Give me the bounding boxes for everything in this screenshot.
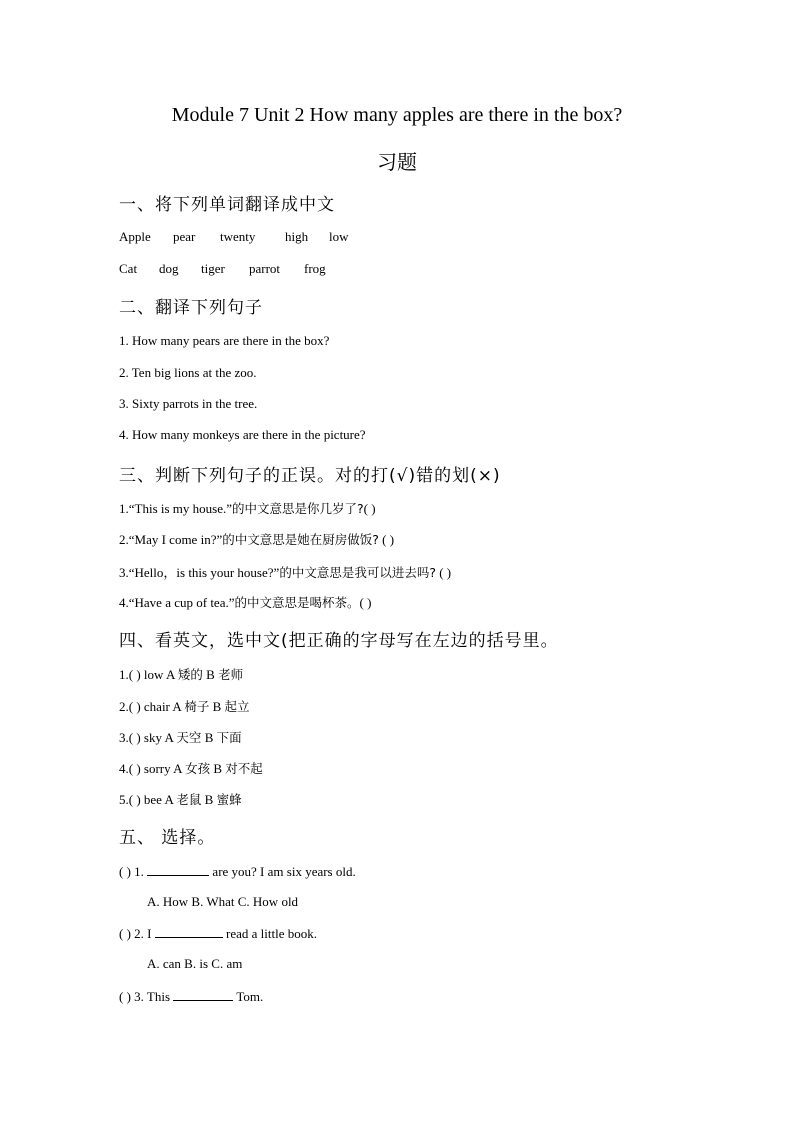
judge-cn: 的中文意思是她在厨房做饭? [222,532,379,547]
word-row-2 [119,261,326,277]
choice-b-letter: B [212,699,222,714]
word: low [329,229,349,244]
judge-bracket: ( ) [363,501,376,516]
judge-bracket: ( ) [359,595,372,610]
word-row-1 [119,229,349,245]
word: high [285,229,309,244]
page-subtitle: 习题 [377,150,417,174]
judge-bracket: ( ) [435,565,452,580]
choice-b: 对不起 [225,761,263,776]
choice-b: 蜜蜂 [216,792,242,807]
choice-en: 2.( ) chair A [119,699,182,714]
question-text: Tom. [236,989,264,1004]
section-3-heading: 三、判断下列句子的正误。对的打(√)错的划(×) [119,466,501,486]
choice-b: 下面 [216,730,242,745]
judge-en: 2.“May I come in?” [119,532,223,547]
choice-en: 1.( ) low A [119,667,175,682]
mc-options-1: A. How B. What C. How old [147,894,299,909]
judge-item [119,562,451,581]
choice-item [119,665,243,683]
word: pear [173,229,196,244]
judge-item [119,530,394,548]
word: frog [304,261,326,276]
choice-a: 椅子 [184,699,210,714]
word: parrot [249,261,281,276]
section-1-heading: 一、将下列单词翻译成中文 [119,195,335,215]
word: Apple [119,229,151,244]
mc-question-3 [119,988,263,1005]
answer-blank[interactable] [155,925,223,938]
mc-question-1 [119,863,356,880]
question-text: are you? I am six years old. [212,864,356,879]
judge-item [119,593,371,611]
page-title: Module 7 Unit 2 How many apples are there in the box? [171,104,623,126]
word: tiger [201,261,225,276]
sentence-item: 1. How many pears are there in the box? [119,333,330,348]
sentence-item: 4. How many monkeys are there in the picture? [119,427,366,442]
choice-item [119,759,263,777]
choice-item [119,790,242,808]
choice-en: 5.( ) bee A [119,792,174,807]
judge-en: 1.“This is my house.” [119,501,233,516]
choice-item [119,728,242,746]
sentence-item: 3. Sixty parrots in the tree. [119,396,258,411]
choice-a: 女孩 [185,761,211,776]
question-prefix: ( ) 2. I [119,926,152,941]
sentence-item: 2. Ten big lions at the zoo. [119,365,257,380]
choice-b: 老师 [218,667,244,682]
judge-cn: 的中文意思是喝杯茶。 [234,595,360,610]
judge-cn: 的中文意思是我可以进去吗? [279,565,436,580]
question-prefix: ( ) 3. This [119,989,171,1004]
section-5-heading: 五、 选择。 [119,828,216,848]
choice-a: 老鼠 [176,792,202,807]
choice-en: 4.( ) sorry A [119,761,182,776]
choice-b-letter: B [213,761,223,776]
judge-en: 3.“Hello，is this your house?” [119,565,280,580]
judge-item [119,499,376,517]
word: twenty [220,229,256,244]
word: Cat [119,261,138,276]
judge-cn: 的中文意思是你几岁了? [232,501,364,516]
choice-b-letter: B [206,667,215,682]
judge-bracket: ( ) [378,532,395,547]
choice-a: 天空 [176,730,202,745]
choice-en: 3.( ) sky A [119,730,174,745]
choice-item [119,697,250,715]
choice-b: 起立 [224,699,250,714]
section-4-heading: 四、看英文，选中文(把正确的字母写在左边的括号里。 [119,631,559,651]
mc-options-2: A. can B. is C. am [147,956,243,971]
choice-a: 矮的 [177,667,203,682]
question-prefix: ( ) 1. [119,864,144,879]
section-2-heading: 二、翻译下列句子 [119,298,263,318]
answer-blank[interactable] [147,863,209,876]
word: dog [159,261,179,276]
question-text: read a little book. [226,926,317,941]
choice-b-letter: B [204,792,214,807]
choice-b-letter: B [204,730,214,745]
answer-blank[interactable] [173,988,233,1001]
mc-question-2 [119,925,317,942]
judge-en: 4.“Have a cup of tea.” [119,595,235,610]
